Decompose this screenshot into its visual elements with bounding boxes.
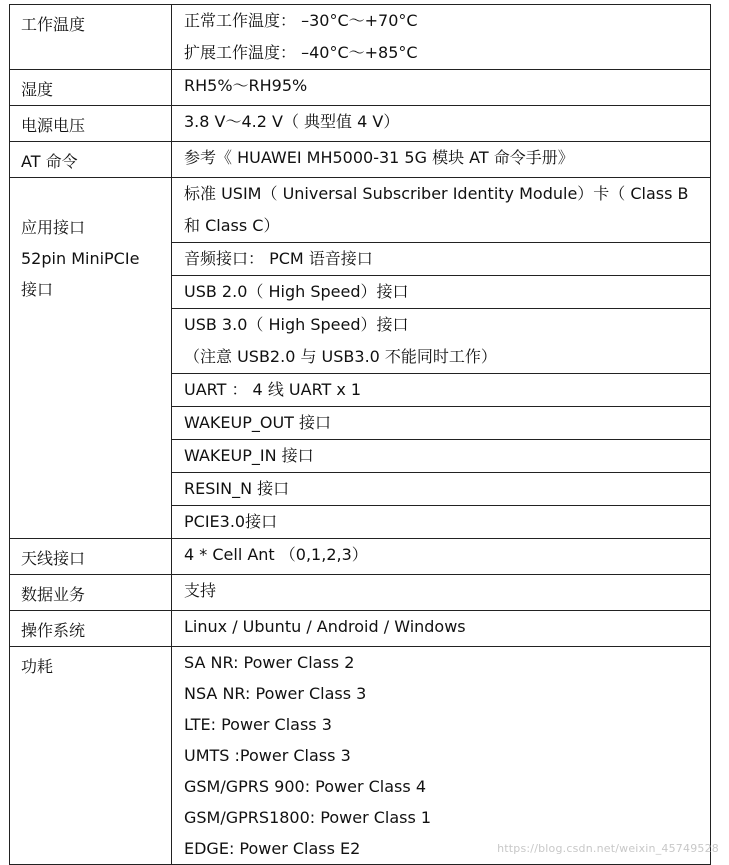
row-label: 应用接口: [21, 218, 86, 237]
row-value-cell: [172, 575, 711, 611]
row-label-cell: [10, 142, 172, 178]
value-line: （注意 USB2.0 与 USB3.0 不能同时工作）: [184, 347, 497, 366]
table-row: [10, 70, 711, 106]
table-row: [10, 611, 711, 647]
value-line: 正常工作温度： –30°C～+70°C: [184, 11, 418, 30]
row-label: 功耗: [21, 657, 54, 676]
value-line: RH5%～RH95%: [184, 76, 308, 95]
value-subrow: [172, 505, 710, 538]
value-line: WAKEUP_IN 接口: [184, 446, 314, 465]
value-line: 扩展工作温度： –40°C～+85°C: [184, 43, 418, 62]
row-label-cell: [10, 70, 172, 106]
table-row: [10, 539, 711, 575]
row-value-cell: [172, 142, 711, 178]
table-row: [10, 106, 711, 142]
value-line: USB 3.0（ High Speed）接口: [184, 315, 409, 334]
value-subrow: [172, 575, 710, 607]
value-line: 音频接口： PCM 语音接口: [184, 249, 373, 268]
row-label: 湿度: [21, 80, 54, 99]
spec-table: [9, 4, 711, 865]
row-value-cell: [172, 5, 711, 70]
value-subrow: [172, 539, 710, 571]
value-subrow: [172, 70, 710, 102]
value-line: 参考《 HUAWEI MH5000-31 5G 模块 AT 命令手册》: [184, 148, 574, 167]
value-line: 3.8 V～4.2 V（ 典型值 4 V）: [184, 112, 400, 131]
watermark: https://blog.csdn.net/weixin_45749528: [497, 842, 719, 855]
row-label-cell: [10, 5, 172, 70]
value-line: 4 * Cell Ant （0,1,2,3）: [184, 545, 368, 564]
value-line: UMTS :Power Class 3: [184, 746, 351, 765]
row-value-cell: [172, 539, 711, 575]
row-value-cell: [172, 178, 711, 539]
value-line: SA NR: Power Class 2: [184, 653, 355, 672]
value-line: GSM/GPRS 900: Power Class 4: [184, 777, 426, 796]
row-label: 接口: [21, 280, 54, 299]
value-line: UART ： 4 线 UART x 1: [184, 380, 362, 399]
value-line: USB 2.0（ High Speed）接口: [184, 282, 409, 301]
table-row: [10, 178, 711, 539]
value-subrow: [172, 242, 710, 275]
value-subrow: [172, 5, 710, 69]
value-subrow: [172, 406, 710, 439]
value-line: NSA NR: Power Class 3: [184, 684, 367, 703]
value-line: PCIE3.0接口: [184, 512, 278, 531]
value-subrow: [172, 275, 710, 308]
row-value-cell: [172, 647, 711, 865]
value-line: GSM/GPRS1800: Power Class 1: [184, 808, 432, 827]
row-label: 数据业务: [21, 585, 86, 604]
row-label: AT 命令: [21, 152, 78, 171]
value-line: WAKEUP_OUT 接口: [184, 413, 332, 432]
row-label: 操作系统: [21, 621, 86, 640]
value-subrow: [172, 178, 710, 242]
row-label-cell: [10, 611, 172, 647]
value-subrow: [172, 373, 710, 406]
value-line: 标准 USIM（ Universal Subscriber Identity Module）卡（ Class B 和 Class C）: [184, 184, 689, 235]
value-subrow: [172, 472, 710, 505]
row-label-cell: [10, 178, 172, 539]
spec-table-container: [9, 4, 711, 865]
table-row: [10, 5, 711, 70]
table-row: [10, 575, 711, 611]
row-value-cell: [172, 611, 711, 647]
row-label-cell: [10, 647, 172, 865]
value-line: Linux / Ubuntu / Android / Windows: [184, 617, 466, 636]
row-value-cell: [172, 70, 711, 106]
value-subrow: [172, 647, 710, 864]
table-row: [10, 142, 711, 178]
row-label-cell: [10, 539, 172, 575]
value-subrow: [172, 439, 710, 472]
row-label: 工作温度: [21, 15, 86, 34]
value-line: 支持: [184, 581, 217, 600]
row-label-cell: [10, 575, 172, 611]
value-subrow: [172, 142, 710, 174]
row-label: 天线接口: [21, 549, 86, 568]
value-line: EDGE: Power Class E2: [184, 839, 361, 858]
value-line: RESIN_N 接口: [184, 479, 290, 498]
value-subrow: [172, 106, 710, 138]
row-label: 电源电压: [21, 116, 86, 135]
value-subrow: [172, 308, 710, 373]
table-row: [10, 647, 711, 865]
value-line: LTE: Power Class 3: [184, 715, 332, 734]
row-label-cell: [10, 106, 172, 142]
value-subrow: [172, 611, 710, 643]
row-value-cell: [172, 106, 711, 142]
row-label: 52pin MiniPCIe: [21, 249, 140, 268]
